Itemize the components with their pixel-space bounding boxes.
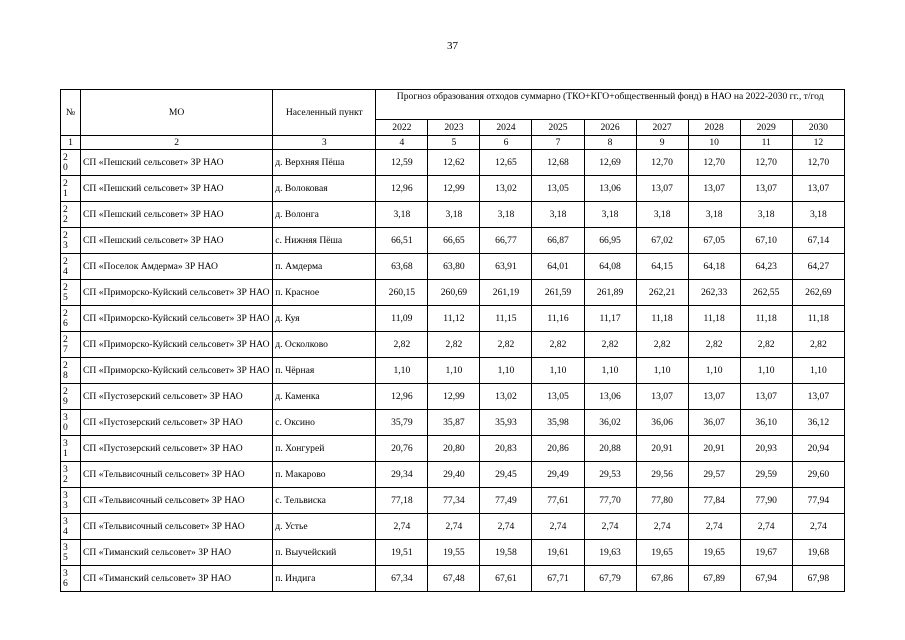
municipality-cell: СП «Пешский сельсовет» ЗР НАО: [81, 202, 273, 228]
value-cell: 3,18: [792, 202, 844, 228]
table-row: [61, 150, 845, 176]
value-cell: 66,51: [376, 228, 428, 254]
column-number: 6: [480, 136, 532, 150]
value-cell: 1,10: [636, 358, 688, 384]
municipality-cell: СП «Приморско-Куйский сельсовет» ЗР НАО: [81, 280, 273, 306]
value-cell: 3,18: [428, 202, 480, 228]
value-cell: 29,59: [740, 462, 792, 488]
row-number-text: 35: [63, 541, 68, 563]
header-year: 2028: [688, 120, 740, 136]
value-cell: 19,63: [584, 540, 636, 566]
value-cell: 2,74: [532, 514, 584, 540]
table-row: [61, 358, 845, 384]
header-row: [61, 90, 845, 120]
settlement-cell: п. Хонгурей: [273, 436, 376, 462]
value-cell: 19,65: [688, 540, 740, 566]
row-number: [61, 254, 81, 280]
value-cell: 2,74: [376, 514, 428, 540]
value-cell: 63,91: [480, 254, 532, 280]
row-number-text: 28: [63, 359, 68, 381]
municipality-cell: СП «Пешский сельсовет» ЗР НАО: [81, 150, 273, 176]
value-cell: 13,06: [584, 176, 636, 202]
value-cell: 13,05: [532, 176, 584, 202]
municipality-cell: СП «Тиманский сельсовет» ЗР НАО: [81, 566, 273, 592]
value-cell: 11,15: [480, 306, 532, 332]
row-number: [61, 280, 81, 306]
table-row: [61, 254, 845, 280]
value-cell: 77,80: [636, 488, 688, 514]
value-cell: 1,10: [792, 358, 844, 384]
header-year: 2026: [584, 120, 636, 136]
value-cell: 77,34: [428, 488, 480, 514]
value-cell: 2,74: [688, 514, 740, 540]
row-number: [61, 514, 81, 540]
value-cell: 3,18: [480, 202, 532, 228]
value-cell: 262,69: [792, 280, 844, 306]
table-row: [61, 436, 845, 462]
settlement-cell: п. Чёрная: [273, 358, 376, 384]
value-cell: 67,71: [532, 566, 584, 592]
value-cell: 64,18: [688, 254, 740, 280]
table-row: [61, 514, 845, 540]
value-cell: 12,99: [428, 384, 480, 410]
value-cell: 2,74: [480, 514, 532, 540]
value-cell: 13,02: [480, 384, 532, 410]
settlement-cell: п. Амдерма: [273, 254, 376, 280]
value-cell: 67,02: [636, 228, 688, 254]
value-cell: 3,18: [636, 202, 688, 228]
table-row: [61, 332, 845, 358]
value-cell: 77,84: [688, 488, 740, 514]
settlement-cell: п. Макарово: [273, 462, 376, 488]
value-cell: 2,82: [688, 332, 740, 358]
municipality-cell: СП «Приморско-Куйский сельсовет» ЗР НАО: [81, 306, 273, 332]
table-row: [61, 228, 845, 254]
value-cell: 67,61: [480, 566, 532, 592]
value-cell: 12,70: [636, 150, 688, 176]
value-cell: 13,07: [740, 176, 792, 202]
settlement-cell: д. Каменка: [273, 384, 376, 410]
value-cell: 11,09: [376, 306, 428, 332]
column-number: 12: [792, 136, 844, 150]
value-cell: 1,10: [480, 358, 532, 384]
row-number: [61, 358, 81, 384]
row-number-text: 21: [63, 177, 68, 199]
value-cell: 12,99: [428, 176, 480, 202]
row-number-text: 24: [63, 255, 68, 277]
value-cell: 64,23: [740, 254, 792, 280]
value-cell: 35,93: [480, 410, 532, 436]
header-year: 2027: [636, 120, 688, 136]
value-cell: 2,74: [740, 514, 792, 540]
settlement-cell: п. Красное: [273, 280, 376, 306]
value-cell: 12,62: [428, 150, 480, 176]
value-cell: 36,10: [740, 410, 792, 436]
value-cell: 262,21: [636, 280, 688, 306]
value-cell: 13,02: [480, 176, 532, 202]
header-year: 2023: [428, 120, 480, 136]
value-cell: 2,82: [636, 332, 688, 358]
value-cell: 67,34: [376, 566, 428, 592]
row-number-text: 22: [63, 203, 68, 225]
header-forecast: Прогноз образования отходов суммарно (ТКО+КГО+общественный фонд) в НАО на 2022-2030 гг., т/год: [376, 90, 845, 120]
settlement-cell: д. Волонга: [273, 202, 376, 228]
value-cell: 13,07: [688, 384, 740, 410]
row-number: [61, 488, 81, 514]
value-cell: 35,98: [532, 410, 584, 436]
row-number-text: 30: [63, 411, 68, 433]
value-cell: 19,61: [532, 540, 584, 566]
settlement-cell: п. Выучейский: [273, 540, 376, 566]
value-cell: 13,07: [792, 384, 844, 410]
value-cell: 29,57: [688, 462, 740, 488]
column-number: 3: [273, 136, 376, 150]
value-cell: 1,10: [532, 358, 584, 384]
row-number-text: 33: [63, 489, 68, 511]
header-year: 2022: [376, 120, 428, 136]
value-cell: 63,80: [428, 254, 480, 280]
value-cell: 12,68: [532, 150, 584, 176]
value-cell: 1,10: [376, 358, 428, 384]
row-number-text: 34: [63, 515, 68, 537]
value-cell: 36,12: [792, 410, 844, 436]
value-cell: 67,14: [792, 228, 844, 254]
page-number: 37: [447, 40, 458, 52]
value-cell: 67,86: [636, 566, 688, 592]
column-number: 4: [376, 136, 428, 150]
value-cell: 19,55: [428, 540, 480, 566]
header-settlement: Населенный пункт: [273, 90, 376, 136]
municipality-cell: СП «Тиманский сельсовет» ЗР НАО: [81, 540, 273, 566]
value-cell: 262,33: [688, 280, 740, 306]
municipality-cell: СП «Тельвисочный сельсовет» ЗР НАО: [81, 488, 273, 514]
value-cell: 20,91: [688, 436, 740, 462]
value-cell: 19,51: [376, 540, 428, 566]
municipality-cell: СП «Пустозерский сельсовет» ЗР НАО: [81, 384, 273, 410]
column-number: 11: [740, 136, 792, 150]
settlement-cell: д. Верхняя Пёша: [273, 150, 376, 176]
settlement-cell: п. Индига: [273, 566, 376, 592]
value-cell: 77,49: [480, 488, 532, 514]
table-row: [61, 306, 845, 332]
value-cell: 260,69: [428, 280, 480, 306]
municipality-cell: СП «Пешский сельсовет» ЗР НАО: [81, 228, 273, 254]
header-year: 2029: [740, 120, 792, 136]
value-cell: 20,86: [532, 436, 584, 462]
value-cell: 2,74: [636, 514, 688, 540]
value-cell: 12,65: [480, 150, 532, 176]
municipality-cell: СП «Приморско-Куйский сельсовет» ЗР НАО: [81, 332, 273, 358]
table-row: [61, 566, 845, 592]
value-cell: 64,15: [636, 254, 688, 280]
value-cell: 19,67: [740, 540, 792, 566]
value-cell: 12,70: [792, 150, 844, 176]
value-cell: 2,82: [480, 332, 532, 358]
value-cell: 63,68: [376, 254, 428, 280]
row-number: [61, 332, 81, 358]
value-cell: 19,65: [636, 540, 688, 566]
table-row: [61, 410, 845, 436]
column-number: 1: [61, 136, 81, 150]
value-cell: 2,82: [740, 332, 792, 358]
row-number: [61, 540, 81, 566]
settlement-cell: с. Тельвиска: [273, 488, 376, 514]
value-cell: 2,74: [428, 514, 480, 540]
value-cell: 13,06: [584, 384, 636, 410]
value-cell: 3,18: [688, 202, 740, 228]
row-number: [61, 228, 81, 254]
value-cell: 20,94: [792, 436, 844, 462]
value-cell: 12,70: [740, 150, 792, 176]
row-number-text: 20: [63, 151, 68, 173]
value-cell: 11,18: [792, 306, 844, 332]
value-cell: 19,58: [480, 540, 532, 566]
value-cell: 77,90: [740, 488, 792, 514]
value-cell: 262,55: [740, 280, 792, 306]
settlement-cell: д. Волоковая: [273, 176, 376, 202]
settlement-cell: д. Куя: [273, 306, 376, 332]
value-cell: 20,88: [584, 436, 636, 462]
row-number-text: 23: [63, 229, 68, 251]
table-row: [61, 176, 845, 202]
row-number: [61, 306, 81, 332]
row-number: [61, 566, 81, 592]
value-cell: 35,87: [428, 410, 480, 436]
value-cell: 11,18: [740, 306, 792, 332]
value-cell: 261,59: [532, 280, 584, 306]
row-number-text: 29: [63, 385, 68, 407]
value-cell: 35,79: [376, 410, 428, 436]
value-cell: 1,10: [428, 358, 480, 384]
value-cell: 12,69: [584, 150, 636, 176]
value-cell: 67,79: [584, 566, 636, 592]
column-number: 10: [688, 136, 740, 150]
row-number: [61, 176, 81, 202]
value-cell: 2,82: [792, 332, 844, 358]
municipality-cell: СП «Пустозерский сельсовет» ЗР НАО: [81, 436, 273, 462]
row-number: [61, 436, 81, 462]
header-num: №: [61, 90, 81, 136]
municipality-cell: СП «Поселок Амдерма» ЗР НАО: [81, 254, 273, 280]
row-number: [61, 150, 81, 176]
value-cell: 67,94: [740, 566, 792, 592]
value-cell: 2,82: [428, 332, 480, 358]
value-cell: 3,18: [532, 202, 584, 228]
value-cell: 67,05: [688, 228, 740, 254]
row-number: [61, 202, 81, 228]
value-cell: 67,10: [740, 228, 792, 254]
row-number-text: 31: [63, 437, 68, 459]
value-cell: 2,82: [532, 332, 584, 358]
municipality-cell: СП «Пешский сельсовет» ЗР НАО: [81, 176, 273, 202]
value-cell: 67,89: [688, 566, 740, 592]
value-cell: 29,45: [480, 462, 532, 488]
settlement-cell: с. Нижняя Пёша: [273, 228, 376, 254]
column-number: 7: [532, 136, 584, 150]
value-cell: 13,05: [532, 384, 584, 410]
value-cell: 12,96: [376, 176, 428, 202]
waste-forecast-table: [60, 89, 845, 592]
value-cell: 11,18: [636, 306, 688, 332]
table-body: [61, 150, 845, 592]
value-cell: 3,18: [584, 202, 636, 228]
value-cell: 13,07: [688, 176, 740, 202]
value-cell: 12,59: [376, 150, 428, 176]
value-cell: 77,18: [376, 488, 428, 514]
value-cell: 2,82: [376, 332, 428, 358]
value-cell: 64,27: [792, 254, 844, 280]
value-cell: 77,61: [532, 488, 584, 514]
value-cell: 19,68: [792, 540, 844, 566]
value-cell: 12,96: [376, 384, 428, 410]
value-cell: 260,15: [376, 280, 428, 306]
value-cell: 13,07: [636, 176, 688, 202]
settlement-cell: д. Осколково: [273, 332, 376, 358]
column-number: 8: [584, 136, 636, 150]
value-cell: 2,82: [584, 332, 636, 358]
row-number-text: 32: [63, 463, 68, 485]
header-year: 2024: [480, 120, 532, 136]
header-year: 2030: [792, 120, 844, 136]
value-cell: 12,70: [688, 150, 740, 176]
value-cell: 20,91: [636, 436, 688, 462]
column-number: 2: [81, 136, 273, 150]
value-cell: 66,95: [584, 228, 636, 254]
value-cell: 1,10: [740, 358, 792, 384]
value-cell: 20,83: [480, 436, 532, 462]
value-cell: 36,02: [584, 410, 636, 436]
value-cell: 1,10: [688, 358, 740, 384]
value-cell: 3,18: [740, 202, 792, 228]
settlement-cell: с. Оксино: [273, 410, 376, 436]
row-number: [61, 410, 81, 436]
column-number: 9: [636, 136, 688, 150]
value-cell: 36,07: [688, 410, 740, 436]
value-cell: 29,56: [636, 462, 688, 488]
value-cell: 77,70: [584, 488, 636, 514]
municipality-cell: СП «Тельвисочный сельсовет» ЗР НАО: [81, 462, 273, 488]
value-cell: 36,06: [636, 410, 688, 436]
value-cell: 2,74: [792, 514, 844, 540]
value-cell: 20,93: [740, 436, 792, 462]
table-row: [61, 488, 845, 514]
value-cell: 64,08: [584, 254, 636, 280]
row-number: [61, 462, 81, 488]
table-row: [61, 280, 845, 306]
table-row: [61, 384, 845, 410]
value-cell: 2,74: [584, 514, 636, 540]
value-cell: 13,07: [636, 384, 688, 410]
value-cell: 66,77: [480, 228, 532, 254]
value-cell: 29,49: [532, 462, 584, 488]
value-cell: 11,16: [532, 306, 584, 332]
value-cell: 20,76: [376, 436, 428, 462]
value-cell: 29,40: [428, 462, 480, 488]
value-cell: 11,12: [428, 306, 480, 332]
municipality-cell: СП «Пустозерский сельсовет» ЗР НАО: [81, 410, 273, 436]
table-row: [61, 202, 845, 228]
value-cell: 77,94: [792, 488, 844, 514]
value-cell: 13,07: [740, 384, 792, 410]
value-cell: 67,98: [792, 566, 844, 592]
table-row: [61, 540, 845, 566]
header-mo: МО: [81, 90, 273, 136]
value-cell: 29,34: [376, 462, 428, 488]
value-cell: 67,48: [428, 566, 480, 592]
header-column-numbers-row: [61, 136, 845, 150]
row-number-text: 27: [63, 333, 68, 355]
value-cell: 66,87: [532, 228, 584, 254]
row-number-text: 36: [63, 567, 68, 589]
municipality-cell: СП «Тельвисочный сельсовет» ЗР НАО: [81, 514, 273, 540]
row-number-text: 26: [63, 307, 68, 329]
header-year: 2025: [532, 120, 584, 136]
value-cell: 261,89: [584, 280, 636, 306]
column-number: 5: [428, 136, 480, 150]
value-cell: 29,53: [584, 462, 636, 488]
value-cell: 29,60: [792, 462, 844, 488]
value-cell: 13,07: [792, 176, 844, 202]
municipality-cell: СП «Приморско-Куйский сельсовет» ЗР НАО: [81, 358, 273, 384]
table-row: [61, 462, 845, 488]
value-cell: 11,18: [688, 306, 740, 332]
value-cell: 11,17: [584, 306, 636, 332]
value-cell: 64,01: [532, 254, 584, 280]
value-cell: 1,10: [584, 358, 636, 384]
value-cell: 20,80: [428, 436, 480, 462]
settlement-cell: д. Устье: [273, 514, 376, 540]
value-cell: 3,18: [376, 202, 428, 228]
row-number: [61, 384, 81, 410]
row-number-text: 25: [63, 281, 68, 303]
value-cell: 261,19: [480, 280, 532, 306]
value-cell: 66,65: [428, 228, 480, 254]
